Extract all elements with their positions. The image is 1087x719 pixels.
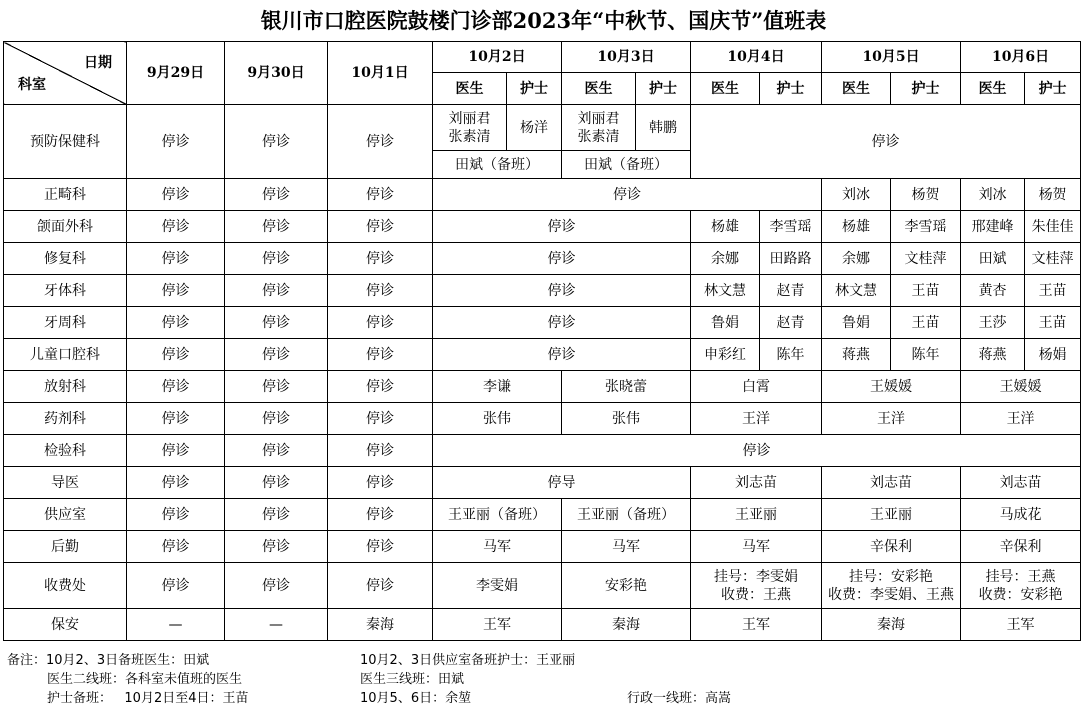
- table-cell: 杨雄: [691, 211, 760, 243]
- table-cell: 停诊: [127, 435, 225, 467]
- header-doctor: 医生: [562, 73, 636, 105]
- table-cell: 停诊: [328, 339, 433, 371]
- table-cell: 李雪瑶: [891, 211, 961, 243]
- table-cell: 停诊: [328, 467, 433, 499]
- table-cell: 王苗: [891, 275, 961, 307]
- table-cell: 王莎: [961, 307, 1025, 339]
- table-cell: 蒋燕: [961, 339, 1025, 371]
- table-cell: 王军: [961, 609, 1081, 641]
- table-cell: 挂号：王燕 收费：安彩艳: [961, 563, 1081, 609]
- table-cell: 刘志苗: [822, 467, 961, 499]
- dept-cell: 收费处: [4, 563, 127, 609]
- table-cell: 安彩艳: [562, 563, 691, 609]
- table-cell: 停诊: [225, 179, 328, 211]
- table-cell: 停诊: [225, 467, 328, 499]
- table-cell: —: [225, 609, 328, 641]
- table-cell: 停诊: [328, 179, 433, 211]
- table-cell: 朱佳佳: [1025, 211, 1081, 243]
- header-doctor: 医生: [691, 73, 760, 105]
- table-cell: 王苗: [1025, 307, 1081, 339]
- header-nurse: 护士: [507, 73, 562, 105]
- table-cell: 停诊: [225, 105, 328, 179]
- table-cell: 鲁娟: [691, 307, 760, 339]
- table-cell: 马军: [433, 531, 562, 563]
- table-cell: 停诊: [127, 275, 225, 307]
- table-cell: 文桂萍: [891, 243, 961, 275]
- table-cell: 挂号：安彩艳 收费：李雯娟、王燕: [822, 563, 961, 609]
- table-cell: 停诊: [225, 307, 328, 339]
- header-date-label: 日期: [84, 55, 112, 71]
- table-cell: 停诊: [433, 211, 691, 243]
- table-cell: 田路路: [760, 243, 822, 275]
- dept-cell: 供应室: [4, 499, 127, 531]
- header-date-0930: 9月30日: [225, 42, 328, 105]
- table-cell: 停诊: [328, 243, 433, 275]
- table-cell: 停诊: [225, 275, 328, 307]
- table-cell: 刘冰: [961, 179, 1025, 211]
- table-cell: 停诊: [127, 179, 225, 211]
- table-cell: 王媛媛: [961, 371, 1081, 403]
- table-cell: 田斌: [961, 243, 1025, 275]
- dept-cell: 保安: [4, 609, 127, 641]
- table-cell: 赵青: [760, 275, 822, 307]
- table-cell: 蒋燕: [822, 339, 891, 371]
- table-cell: 挂号：李雯娟 收费：王燕: [691, 563, 822, 609]
- remark-nurse-backup: 护士备班： 10月2日至4日：王苗: [47, 691, 249, 706]
- header-date-1002: 10月2日: [433, 42, 562, 73]
- header-date-1004: 10月4日: [691, 42, 822, 73]
- dept-cell: 预防保健科: [4, 105, 127, 179]
- table-cell: 停诊: [225, 339, 328, 371]
- table-cell: 白霄: [691, 371, 822, 403]
- header-nurse: 护士: [891, 73, 961, 105]
- table-cell: 停诊: [433, 179, 822, 211]
- remark-nurse-backup-2: 10月5、6日：余堃: [360, 691, 472, 706]
- table-cell: 陈年: [760, 339, 822, 371]
- table-cell: 停诊: [225, 499, 328, 531]
- table-cell: 辛保利: [822, 531, 961, 563]
- table-cell: 王亚丽（备班）: [433, 499, 562, 531]
- dept-cell: 儿童口腔科: [4, 339, 127, 371]
- dept-cell: 修复科: [4, 243, 127, 275]
- table-cell: 田斌（备班）: [562, 151, 691, 179]
- table-cell: 王媛媛: [822, 371, 961, 403]
- table-cell: 秦海: [822, 609, 961, 641]
- remark-second-line: 医生二线班：各科室未值班的医生: [47, 672, 243, 687]
- table-cell: 辛保利: [961, 531, 1081, 563]
- table-cell: 王洋: [822, 403, 961, 435]
- header-doctor: 医生: [822, 73, 891, 105]
- table-cell: 鲁娟: [822, 307, 891, 339]
- table-cell: 停诊: [328, 307, 433, 339]
- dept-cell: 放射科: [4, 371, 127, 403]
- dept-cell: 药剂科: [4, 403, 127, 435]
- dept-cell: 颌面外科: [4, 211, 127, 243]
- dept-cell: 牙体科: [4, 275, 127, 307]
- remark-admin-first-line: 行政一线班：高嵩: [627, 691, 732, 706]
- header-date-1001: 10月1日: [328, 42, 433, 105]
- table-cell: 停诊: [225, 371, 328, 403]
- table-cell: 停诊: [328, 563, 433, 609]
- table-cell: 停诊: [127, 371, 225, 403]
- table-cell: 停诊: [328, 531, 433, 563]
- table-cell: 刘丽君 张素清: [433, 105, 507, 151]
- table-cell: 停诊: [127, 211, 225, 243]
- table-cell: 停诊: [127, 531, 225, 563]
- table-cell: 王苗: [1025, 275, 1081, 307]
- table-cell: 停诊: [225, 435, 328, 467]
- header-doctor: 医生: [433, 73, 507, 105]
- header-nurse: 护士: [636, 73, 691, 105]
- table-cell: 王军: [691, 609, 822, 641]
- table-cell: 停诊: [433, 435, 1081, 467]
- table-cell: 王亚丽: [691, 499, 822, 531]
- table-cell: 文桂萍: [1025, 243, 1081, 275]
- table-cell: 林文慧: [822, 275, 891, 307]
- table-cell: 停诊: [225, 531, 328, 563]
- table-cell: 杨雄: [822, 211, 891, 243]
- table-cell: 刘丽君 张素清: [562, 105, 636, 151]
- remarks: [7, 651, 1082, 715]
- table-cell: 停诊: [127, 467, 225, 499]
- dept-cell: 正畸科: [4, 179, 127, 211]
- header-nurse: 护士: [760, 73, 822, 105]
- table-cell: 杨贺: [891, 179, 961, 211]
- table-cell: 停诊: [225, 403, 328, 435]
- dept-cell: 导医: [4, 467, 127, 499]
- table-cell: 停诊: [433, 339, 691, 371]
- table-cell: 刘冰: [822, 179, 891, 211]
- table-cell: 停诊: [127, 307, 225, 339]
- table-cell: 李雪瑶: [760, 211, 822, 243]
- dept-cell: 后勤: [4, 531, 127, 563]
- table-cell: 停导: [433, 467, 691, 499]
- table-cell: 李谦: [433, 371, 562, 403]
- table-cell: 邢建峰: [961, 211, 1025, 243]
- table-cell: 停诊: [328, 499, 433, 531]
- table-cell: 秦海: [328, 609, 433, 641]
- remark-backup-doctor: 备注：10月2、3日备班医生：田斌: [7, 653, 210, 668]
- table-cell: 黄杏: [961, 275, 1025, 307]
- table-cell: 秦海: [562, 609, 691, 641]
- table-cell: 李雯娟: [433, 563, 562, 609]
- header-doctor: 医生: [961, 73, 1025, 105]
- table-cell: 停诊: [127, 563, 225, 609]
- table-cell: 马军: [562, 531, 691, 563]
- table-cell: 停诊: [328, 105, 433, 179]
- header-date-0929: 9月29日: [127, 42, 225, 105]
- table-cell: 王洋: [691, 403, 822, 435]
- remark-backup-nurse-supply: 10月2、3日供应室备班护士：王亚丽: [360, 653, 576, 668]
- table-cell: 马成花: [961, 499, 1081, 531]
- table-cell: 停诊: [225, 243, 328, 275]
- table-cell: 余娜: [691, 243, 760, 275]
- table-cell: 张伟: [562, 403, 691, 435]
- table-cell: 停诊: [127, 339, 225, 371]
- table-cell: 申彩红: [691, 339, 760, 371]
- table-cell: 韩鹏: [636, 105, 691, 151]
- header-date-1006: 10月6日: [961, 42, 1081, 73]
- duty-schedule-table: [3, 41, 1081, 641]
- table-cell: 余娜: [822, 243, 891, 275]
- header-date-1003: 10月3日: [562, 42, 691, 73]
- table-cell: 停诊: [328, 371, 433, 403]
- table-cell: 王军: [433, 609, 562, 641]
- header-corner: [4, 42, 127, 105]
- table-cell: 林文慧: [691, 275, 760, 307]
- table-cell: 停诊: [127, 243, 225, 275]
- table-cell: 王洋: [961, 403, 1081, 435]
- table-cell: 停诊: [433, 275, 691, 307]
- table-cell: 停诊: [328, 403, 433, 435]
- table-cell: 停诊: [433, 243, 691, 275]
- table-cell: 停诊: [433, 307, 691, 339]
- table-cell: 杨洋: [507, 105, 562, 151]
- table-cell: 杨贺: [1025, 179, 1081, 211]
- table-cell: 停诊: [328, 435, 433, 467]
- table-cell: 停诊: [127, 499, 225, 531]
- table-cell: 停诊: [691, 105, 1081, 179]
- table-cell: 停诊: [127, 105, 225, 179]
- header-nurse: 护士: [1025, 73, 1081, 105]
- table-cell: 王苗: [891, 307, 961, 339]
- table-cell: 停诊: [328, 211, 433, 243]
- remark-third-line: 医生三线班：田斌: [360, 672, 465, 687]
- dept-cell: 牙周科: [4, 307, 127, 339]
- table-cell: 王亚丽: [822, 499, 961, 531]
- table-cell: 田斌（备班）: [433, 151, 562, 179]
- table-cell: 刘志苗: [691, 467, 822, 499]
- table-cell: —: [127, 609, 225, 641]
- table-cell: 马军: [691, 531, 822, 563]
- header-date-1005: 10月5日: [822, 42, 961, 73]
- table-cell: 张晓蕾: [562, 371, 691, 403]
- table-cell: 张伟: [433, 403, 562, 435]
- table-cell: 刘志苗: [961, 467, 1081, 499]
- table-cell: 陈年: [891, 339, 961, 371]
- table-cell: 停诊: [328, 275, 433, 307]
- table-cell: 赵青: [760, 307, 822, 339]
- table-cell: 王亚丽（备班）: [562, 499, 691, 531]
- page-title: 银川市口腔医院鼓楼门诊部2023年“中秋节、国庆节”值班表: [260, 8, 827, 33]
- table-cell: 停诊: [127, 403, 225, 435]
- dept-cell: 检验科: [4, 435, 127, 467]
- table-cell: 停诊: [225, 211, 328, 243]
- table-cell: 杨娟: [1025, 339, 1081, 371]
- header-dept-label: 科室: [18, 77, 46, 93]
- table-cell: 停诊: [225, 563, 328, 609]
